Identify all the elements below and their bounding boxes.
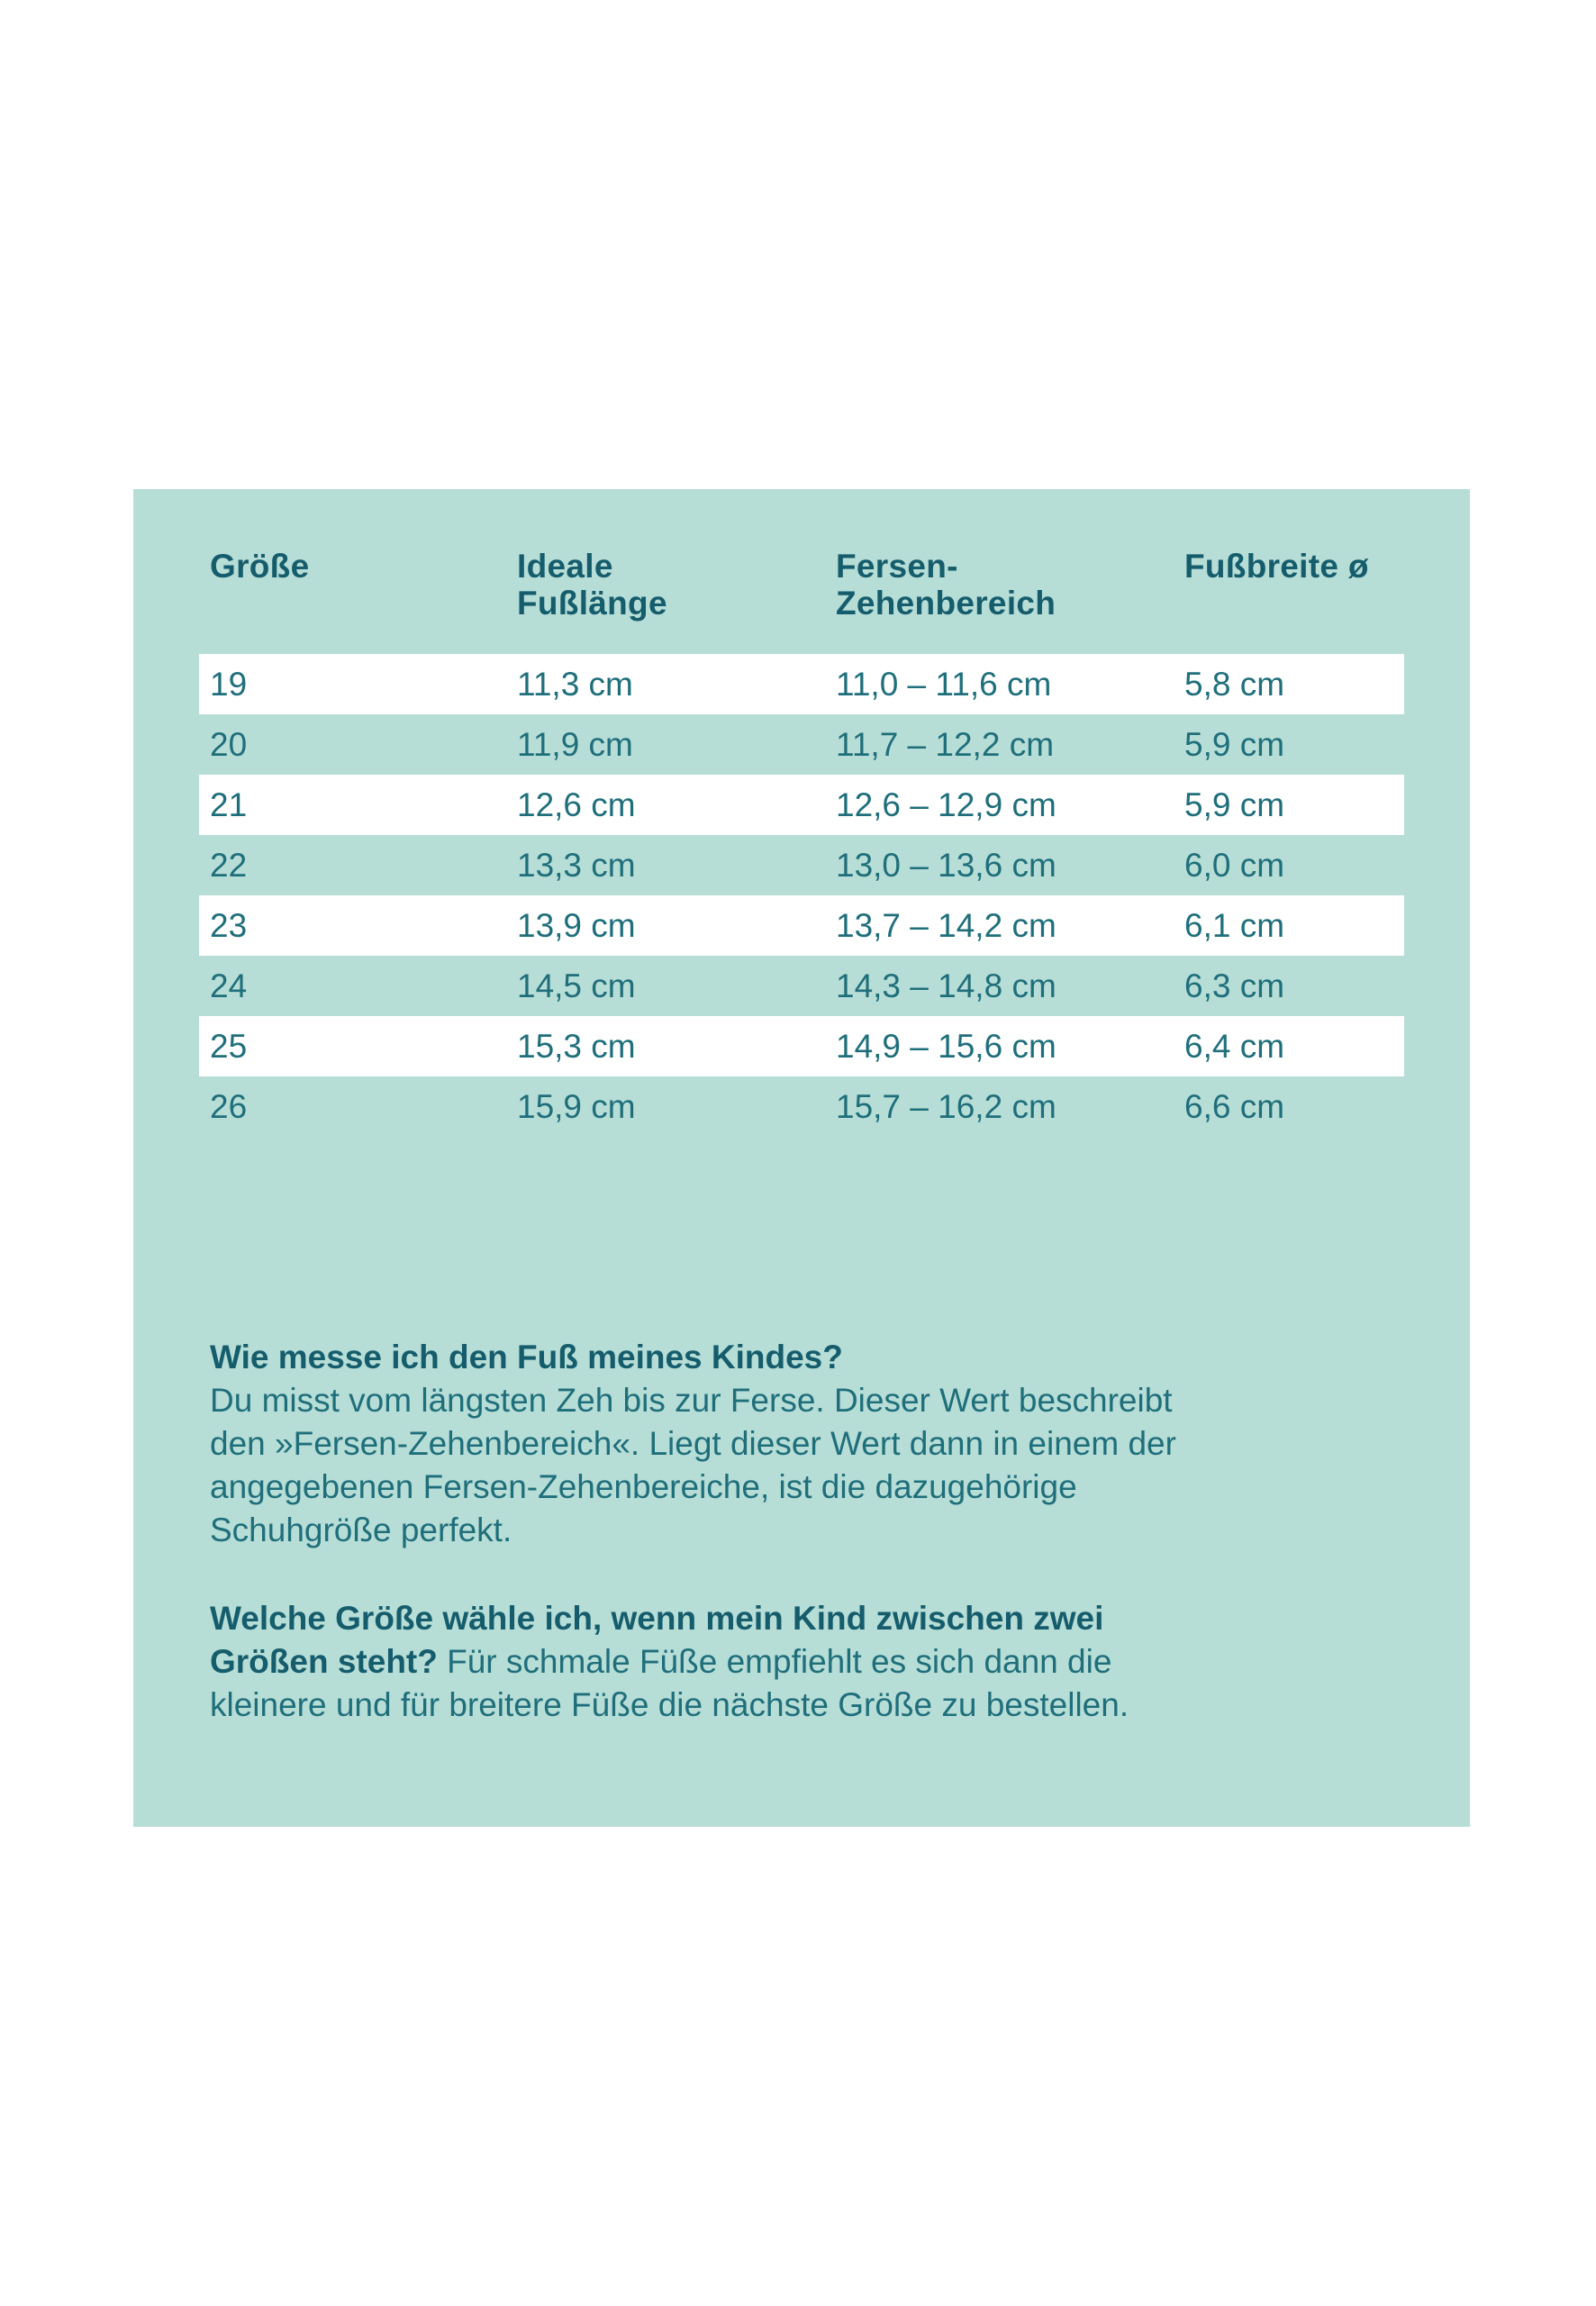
size-chart-panel bbox=[133, 489, 1470, 1827]
cell-heel-toe-range: 12,6 – 12,9 cm bbox=[836, 786, 1056, 823]
cell-size: 19 bbox=[210, 666, 248, 703]
table-row bbox=[199, 1076, 1404, 1137]
cell-ideal-length: 13,9 cm bbox=[517, 907, 636, 944]
table-row bbox=[199, 835, 1404, 895]
table-row bbox=[199, 895, 1404, 956]
cell-heel-toe-range: 11,0 – 11,6 cm bbox=[836, 666, 1052, 703]
cell-ideal-length: 15,9 cm bbox=[517, 1088, 636, 1125]
cell-ideal-length: 15,3 cm bbox=[517, 1028, 636, 1065]
faq-between-sizes bbox=[210, 1597, 1219, 1727]
faq-measure-foot bbox=[210, 1336, 1219, 1552]
cell-ideal-length: 13,3 cm bbox=[517, 847, 636, 884]
cell-size: 22 bbox=[210, 847, 248, 884]
cell-foot-width: 6,6 cm bbox=[1184, 1088, 1285, 1125]
size-table bbox=[199, 548, 1404, 1137]
cell-ideal-length: 12,6 cm bbox=[517, 786, 636, 823]
faq-answer: Du misst vom längsten Zeh bis zur Ferse. Dieser Wert beschreibt den »Fersen-Zehenbereich«. Liegt dieser Wert dann in einem der angegebenen Fersen-Zehenbereiche, ist die dazugehörige Schuhgröße perfekt. bbox=[210, 1382, 1176, 1548]
cell-ideal-length: 14,5 cm bbox=[517, 967, 636, 1004]
cell-foot-width: 6,1 cm bbox=[1184, 907, 1285, 944]
cell-foot-width: 5,9 cm bbox=[1184, 786, 1285, 823]
cell-foot-width: 5,8 cm bbox=[1184, 666, 1285, 703]
header-ideal-length: Ideale Fußlänge bbox=[517, 548, 667, 622]
cell-foot-width: 6,3 cm bbox=[1184, 967, 1285, 1004]
table-row bbox=[199, 654, 1404, 714]
cell-size: 26 bbox=[210, 1088, 248, 1125]
table-row bbox=[199, 956, 1404, 1016]
cell-foot-width: 6,0 cm bbox=[1184, 847, 1285, 884]
cell-size: 23 bbox=[210, 907, 248, 944]
cell-ideal-length: 11,9 cm bbox=[517, 726, 633, 763]
faq-question: Welche Größe wähle ich, wenn mein Kind zwischen zwei Größen steht? bbox=[210, 1600, 1104, 1680]
table-header bbox=[199, 548, 1404, 654]
cell-ideal-length: 11,3 cm bbox=[517, 666, 633, 703]
table-row bbox=[199, 1016, 1404, 1076]
cell-heel-toe-range: 11,7 – 12,2 cm bbox=[836, 726, 1055, 763]
cell-size: 24 bbox=[210, 967, 248, 1004]
table-row bbox=[199, 775, 1404, 835]
faq-answer: Für schmale Füße empfiehlt es sich dann die kleinere und für breitere Füße die nächste Größe zu bestellen. bbox=[210, 1643, 1129, 1723]
cell-size: 20 bbox=[210, 726, 248, 763]
cell-heel-toe-range: 14,9 – 15,6 cm bbox=[836, 1028, 1056, 1065]
header-heel-toe-range: Fersen- Zehenbereich bbox=[836, 548, 1056, 622]
cell-foot-width: 6,4 cm bbox=[1184, 1028, 1285, 1065]
cell-heel-toe-range: 14,3 – 14,8 cm bbox=[836, 967, 1056, 1004]
cell-heel-toe-range: 13,7 – 14,2 cm bbox=[836, 907, 1056, 944]
faq-question: Wie messe ich den Fuß meines Kindes? bbox=[210, 1339, 843, 1375]
cell-size: 25 bbox=[210, 1028, 248, 1065]
cell-foot-width: 5,9 cm bbox=[1184, 726, 1285, 763]
header-size: Größe bbox=[210, 548, 310, 585]
table-row bbox=[199, 714, 1404, 775]
cell-size: 21 bbox=[210, 786, 248, 823]
cell-heel-toe-range: 13,0 – 13,6 cm bbox=[836, 847, 1056, 884]
cell-heel-toe-range: 15,7 – 16,2 cm bbox=[836, 1088, 1056, 1125]
header-foot-width: Fußbreite ø bbox=[1184, 548, 1369, 585]
